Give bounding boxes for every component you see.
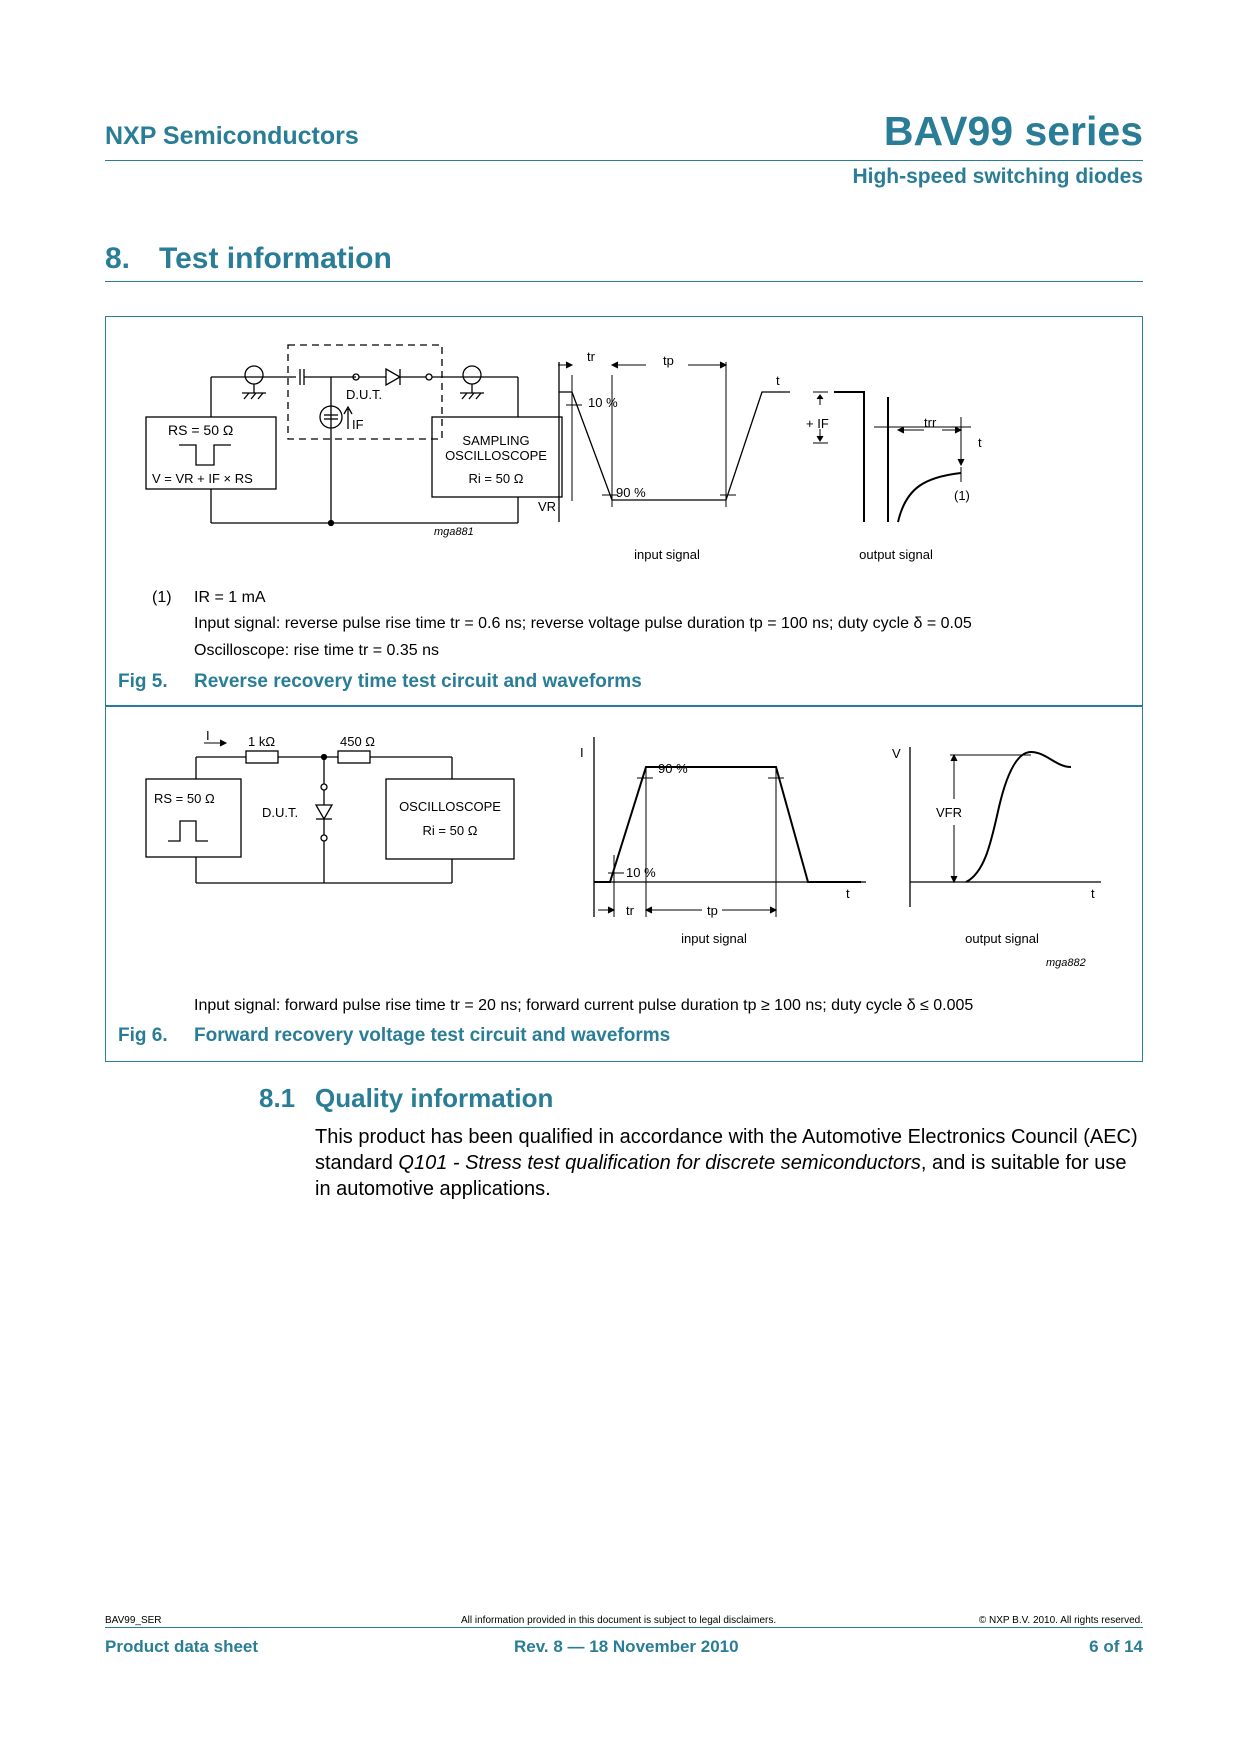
section-title <box>105 242 392 276</box>
fig5-caption-num: Fig 5. <box>118 671 168 692</box>
sampling-label: SAMPLING <box>462 433 530 448</box>
section-title-text: Test information <box>159 242 392 275</box>
r2-label: 450 Ω <box>340 734 376 749</box>
footer-revision: Rev. 8 — 18 November 2010 <box>514 1637 739 1656</box>
footer-doc-type: Product data sheet <box>105 1637 259 1656</box>
fig6-code: mga882 <box>1046 957 1086 969</box>
fig6-note: Input signal: forward pulse rise time tr = 20 ns; forward current pulse duration tp ≥ 100 ns; duty cycle δ ≤ 0.005 <box>194 997 974 1014</box>
dut-label: D.U.T. <box>346 387 383 402</box>
quality-text-2: , and is suitable for use in automotive applications. <box>315 1152 1127 1200</box>
output6-vfr: VFR <box>936 805 962 820</box>
header-rule <box>105 160 1143 161</box>
footer-doc-id: BAV99_SER <box>105 1615 162 1626</box>
input-tr: tr <box>587 349 595 364</box>
subsection-title <box>259 1083 553 1114</box>
input-tp: tp <box>663 353 674 368</box>
input-signal-label: input signal <box>634 547 700 562</box>
oscilloscope-label-6: OSCILLOSCOPE <box>399 799 501 814</box>
output6-label: output signal <box>965 931 1039 946</box>
quality-paragraph <box>315 1124 1145 1202</box>
oscilloscope-label: OSCILLOSCOPE <box>445 448 547 463</box>
product-title: BAV99 series <box>883 108 1143 154</box>
i-label: I <box>206 728 210 743</box>
r1-label: 1 kΩ <box>248 734 276 749</box>
footer-disclaimer: All information provided in this document is subject to legal disclaimers. <box>461 1615 777 1626</box>
figure-5 <box>105 316 1143 706</box>
input-90pct: 90 % <box>616 485 646 500</box>
output-signal-label: output signal <box>859 547 933 562</box>
output6-v: V <box>892 746 901 761</box>
output-t: t <box>978 435 982 450</box>
if-label: IF <box>352 417 364 432</box>
v-equation: V = VR + IF × RS <box>152 471 253 486</box>
input6-tp: tp <box>707 903 718 918</box>
subsection-number: 8.1 <box>259 1083 296 1113</box>
ri-label-6: Ri = 50 Ω <box>422 823 478 838</box>
quality-standard: Q101 - Stress test qualification for discrete semiconductors <box>398 1152 921 1174</box>
fig5-caption-text: Reverse recovery time test circuit and waveforms <box>194 671 642 692</box>
section-number: 8. <box>105 242 131 275</box>
fig5-note-osc: Oscilloscope: rise time tr = 0.35 ns <box>194 642 439 659</box>
input6-t: t <box>846 886 850 901</box>
input6-90pct: 90 % <box>658 761 688 776</box>
input-t: t <box>776 373 780 388</box>
output-if: + IF <box>806 416 829 431</box>
input6-label: input signal <box>681 931 747 946</box>
output-note: (1) <box>954 488 970 503</box>
input-10pct: 10 % <box>588 395 618 410</box>
fig5-note-ir: IR = 1 mA <box>194 589 266 606</box>
quality-text-1: This product has been qualified in accordance with the Automotive Electronics Council (AEC) standard <box>315 1126 1138 1174</box>
company-name: NXP Semiconductors <box>105 122 359 150</box>
fig5-note-input: Input signal: reverse pulse rise time tr = 0.6 ns; reverse voltage pulse duration tp = 100 ns; duty cycle δ = 0.05 <box>194 615 972 632</box>
input6-i: I <box>580 745 584 760</box>
fig5-code: mga881 <box>434 526 474 538</box>
osc-ri-label: Ri = 50 Ω <box>468 471 524 486</box>
footer-copyright: © NXP B.V. 2010. All rights reserved. <box>978 1615 1143 1626</box>
footer-page: 6 of 14 <box>1089 1637 1143 1656</box>
fig6-caption <box>118 1025 670 1047</box>
input6-10pct: 10 % <box>626 865 656 880</box>
fig6-caption-text: Forward recovery voltage test circuit and waveforms <box>194 1025 671 1046</box>
subsection-title-text: Quality information <box>315 1083 554 1113</box>
fig5-caption <box>118 671 642 693</box>
input6-tr: tr <box>626 903 634 918</box>
section-rule <box>105 281 1143 282</box>
output-trr: trr <box>924 415 937 430</box>
output6-t: t <box>1091 886 1095 901</box>
fig5-note-num: (1) <box>152 589 172 606</box>
footer-rule <box>105 1627 1143 1628</box>
fig6-caption-num: Fig 6. <box>118 1025 168 1046</box>
rs-label-6: RS = 50 Ω <box>154 791 215 806</box>
rs-label: RS = 50 Ω <box>168 422 234 438</box>
dut-label-6: D.U.T. <box>262 805 299 820</box>
figure-6 <box>105 706 1143 1062</box>
input-vr: VR <box>538 499 557 514</box>
product-subtitle: High-speed switching diodes <box>852 165 1143 188</box>
